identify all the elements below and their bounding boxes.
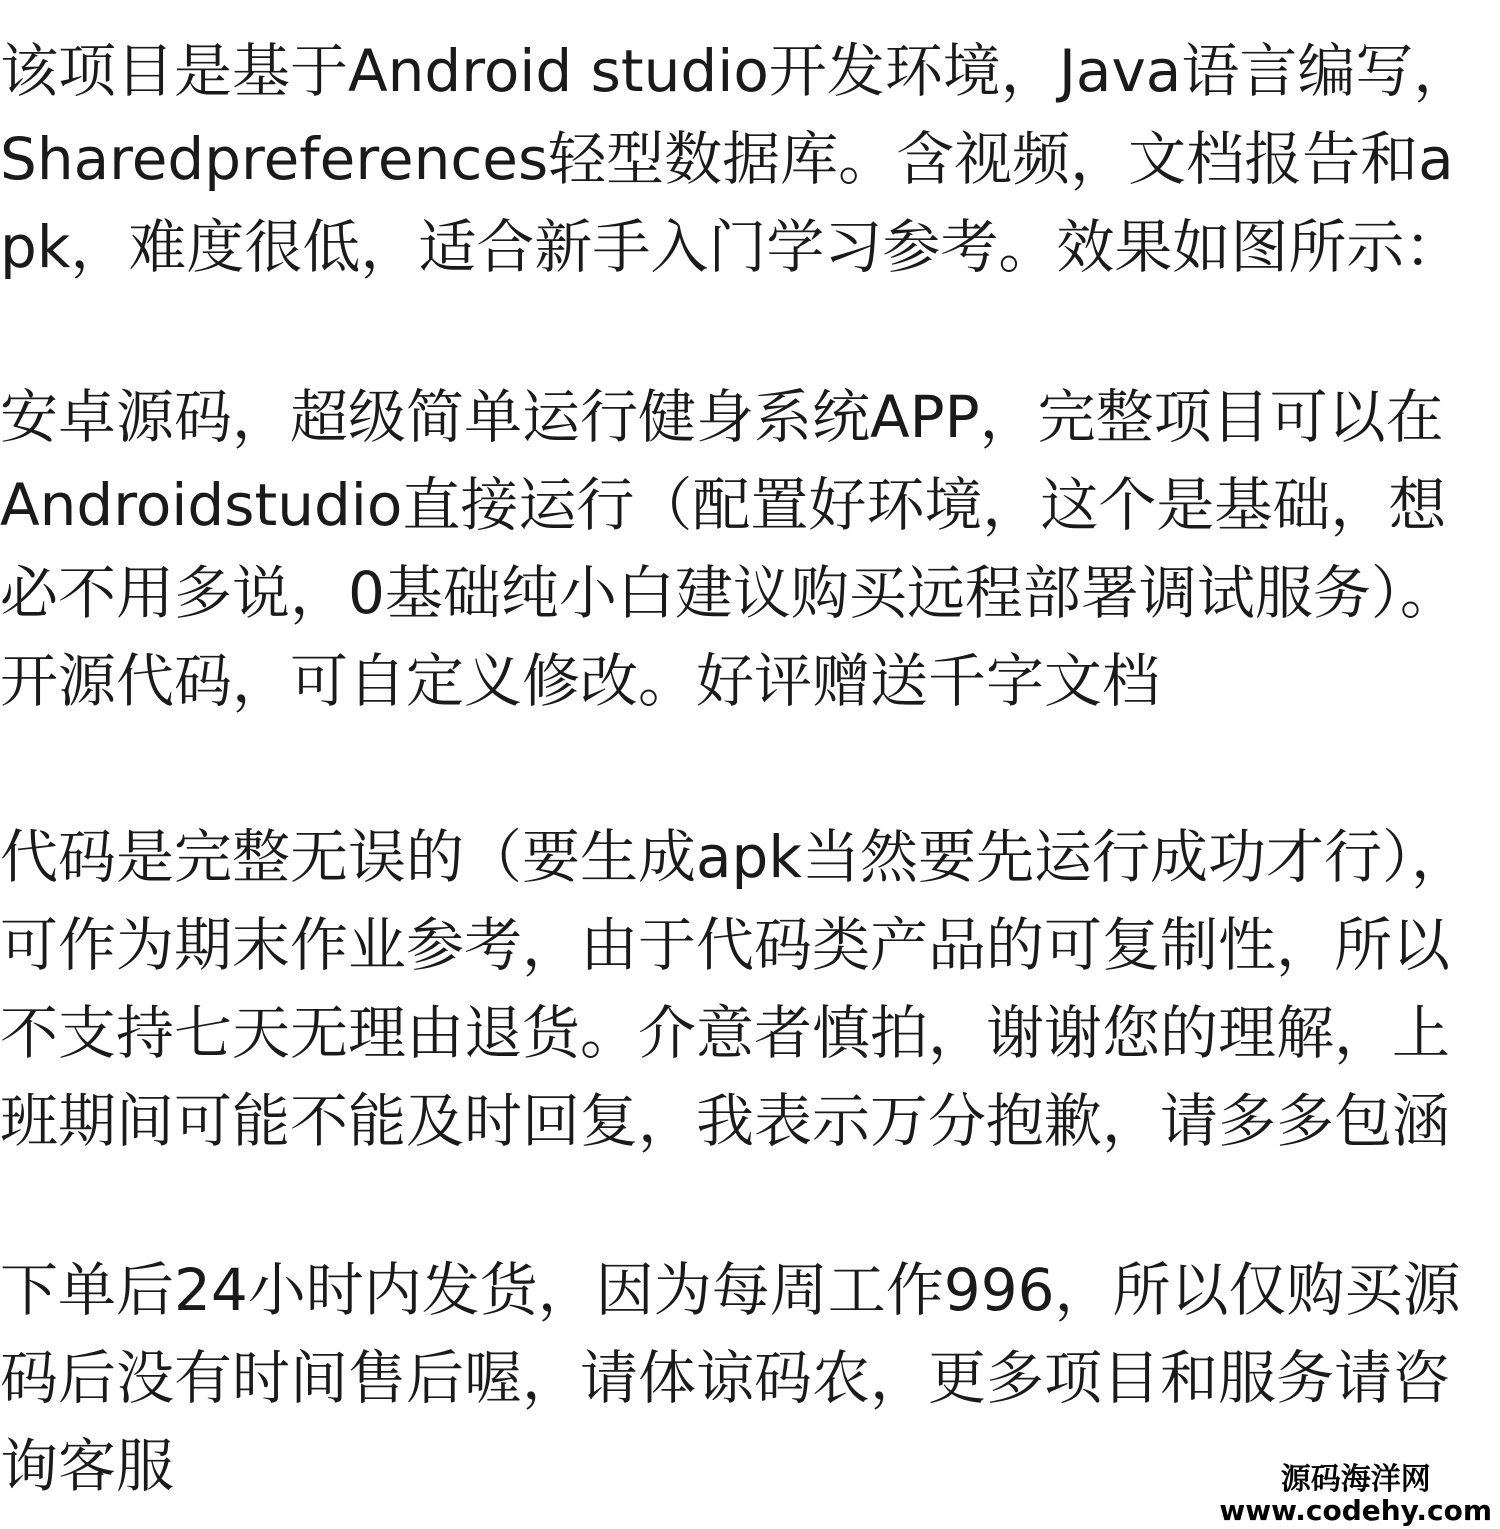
paragraph-source-code-info: 安卓源码，超级简单运行健身系统APP，完整项目可以在Androidstudio直接运行（配置好环境，这个是基础，想必不用多说，0基础纯小白建议购买远程部署调试服务）。开源代码，可自定义修改。好评赠送千字文档 [0, 383, 1458, 715]
site-watermark [1219, 1464, 1492, 1525]
watermark-site-name: 源码海洋网 [1280, 1462, 1431, 1498]
paragraph-delivery-info: 下单后24小时内发货，因为每周工作996，所以仅购买源码后没有时间售后喔，请体谅码农，更多项目和服务请咨询客服 [0, 1256, 1461, 1500]
watermark-site-url: www.codehy.com [1219, 1493, 1492, 1527]
paragraph-project-description: 该项目是基于Android studio开发环境，Java语言编写，Sharedpreferences轻型数据库。含视频，文档报告和apk，难度很低，适合新手入门学习参考。效果如图所示： [0, 37, 1472, 281]
paragraph-refund-policy: 代码是完整无误的（要生成apk当然要先运行成功才行），可作为期末作业参考，由于代码类产品的可复制性，所以不支持七天无理由退货。介意者慎拍，谢谢您的理解，上班期间可能不能及时回复，我表示万分抱歉，请多多包涵 [0, 823, 1469, 1155]
